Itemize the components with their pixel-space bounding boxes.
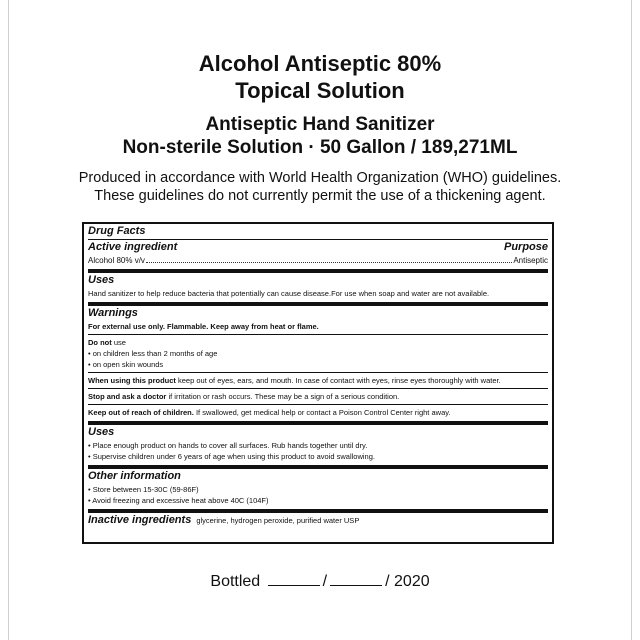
- subtitle-line-1: Antiseptic Hand Sanitizer: [205, 114, 435, 135]
- who-note-line-1: Produced in accordance with World Health Organization (WHO) guidelines.: [78, 170, 562, 186]
- active-ingredient-row: [88, 255, 548, 266]
- active-ingredient-value: Alcohol 80% v/v: [88, 256, 145, 265]
- keep-out-of-reach: [88, 407, 548, 418]
- who-note-line-2: These guidelines do not currently permit the use of a thickening agent.: [94, 188, 546, 204]
- bottled-date-line: [0, 571, 640, 592]
- keep-rest: If swallowed, get medical help or contact a Poison Control Center right away.: [193, 408, 451, 417]
- do-not-use: [88, 337, 548, 348]
- inactive-ingredients-text: glycerine, hydrogen peroxide, purified water USP: [196, 516, 360, 525]
- other-information-item: • Avoid freezing and excessive heat above 40C (104F): [88, 496, 269, 505]
- inactive-ingredients-heading: Inactive ingredients: [88, 514, 192, 526]
- uses-text: Hand sanitizer to help reduce bacteria that potentially can cause disease.For use when soap and water are not available.: [88, 289, 490, 298]
- warnings-heading: Warnings: [88, 307, 138, 319]
- other-information-item: • Store between 15-30C (59-86F): [88, 485, 199, 494]
- subtitle-line-2: Non-sterile Solution · 50 Gallon / 189,271ML: [122, 137, 518, 158]
- drug-facts-title: Drug Facts: [88, 225, 146, 237]
- divider: [88, 334, 548, 335]
- bottled-month-blank[interactable]: [268, 571, 320, 586]
- who-note: [0, 169, 640, 205]
- do-not-bold: Do not: [88, 338, 112, 347]
- inactive-ingredients-row: [88, 513, 548, 528]
- other-information-heading: Other information: [88, 470, 181, 482]
- do-not-item: • on children less than 2 months of age: [88, 349, 218, 358]
- purpose-heading: Purpose: [503, 241, 548, 253]
- bottled-slash-2: /: [385, 573, 390, 590]
- uses-heading: Uses: [88, 274, 115, 286]
- divider: [88, 372, 548, 373]
- do-not-rest: use: [111, 338, 126, 347]
- title-line-1: Alcohol Antiseptic 80%: [198, 51, 442, 76]
- bottled-day-blank[interactable]: [330, 571, 382, 586]
- label-header: [0, 50, 640, 205]
- purpose-value: Antiseptic: [513, 256, 548, 265]
- divider: [88, 404, 548, 405]
- dot-leader: [146, 262, 512, 263]
- divider: [88, 388, 548, 389]
- when-using: [88, 375, 548, 386]
- bottled-label: Bottled: [210, 573, 261, 590]
- active-ingredient-heading: Active ingredient: [88, 241, 178, 253]
- stop-bold: Stop and ask a doctor: [88, 392, 167, 401]
- bottled-year: 2020: [394, 573, 430, 590]
- title-line-2: Topical Solution: [235, 78, 405, 103]
- directions-item: • Place enough product on hands to cover all surfaces. Rub hands together until dry.: [88, 441, 368, 450]
- when-using-bold: When using this product: [88, 376, 176, 385]
- warnings-external: For external use only. Flammable. Keep away from heat or flame.: [88, 322, 319, 331]
- active-ingredient-header-row: [88, 240, 548, 255]
- stop-ask-doctor: [88, 391, 548, 402]
- drug-facts-panel: [82, 222, 554, 544]
- directions-item: • Supervise children under 6 years of age when using this product to avoid swallowing.: [88, 452, 375, 461]
- keep-bold: Keep out of reach of children.: [88, 408, 194, 417]
- when-using-rest: keep out of eyes, ears, and mouth. In case of contact with eyes, rinse eyes thoroughly with water.: [175, 376, 501, 385]
- do-not-item: • on open skin wounds: [88, 360, 164, 369]
- directions-heading: Uses: [88, 426, 115, 438]
- bottled-slash-1: /: [322, 573, 328, 590]
- stop-rest: if irritation or rash occurs. These may be a sign of a serious condition.: [166, 392, 400, 401]
